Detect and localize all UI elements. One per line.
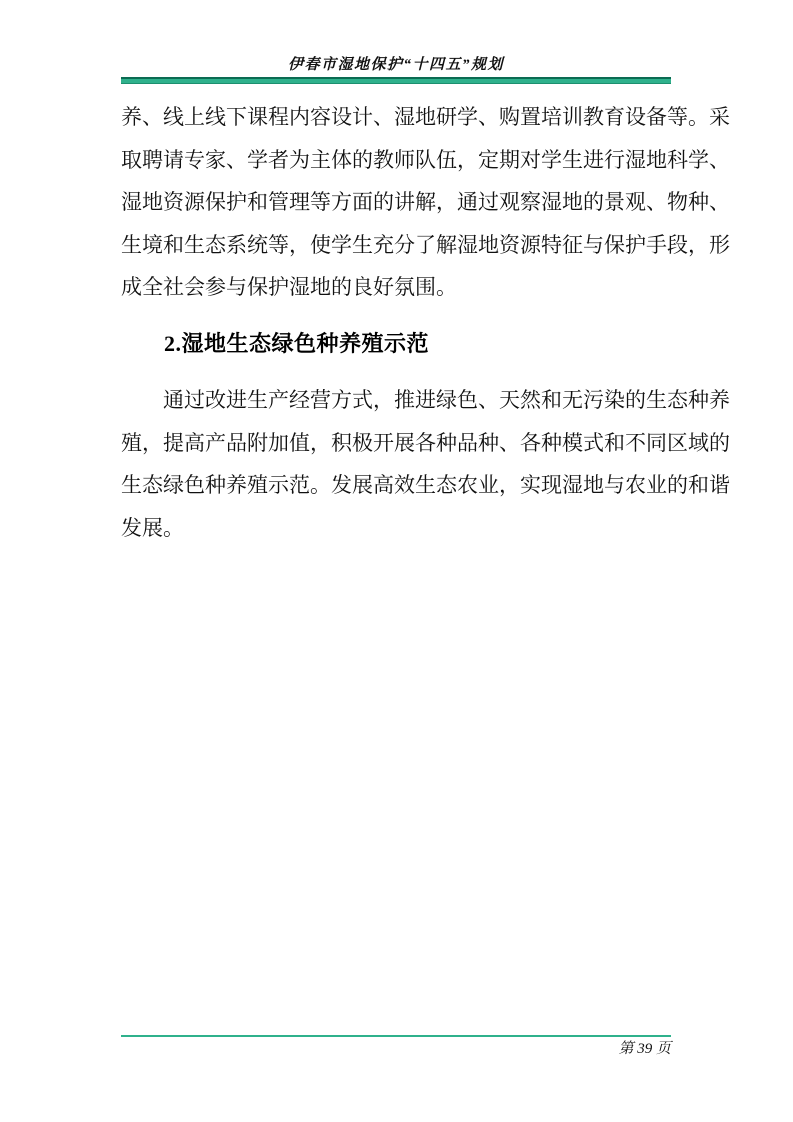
footer-divider-rule xyxy=(121,1035,671,1037)
paragraph-1 xyxy=(121,96,730,309)
document-header-title: 伊春市湿地保护“十四五”规划 xyxy=(287,57,504,73)
text-line: 成全社会参与保护湿地的良好氛围。 xyxy=(121,275,457,299)
header-divider-rule xyxy=(121,77,671,84)
section-heading: 2.湿地生态绿色种养殖示范 xyxy=(164,330,430,356)
page-content xyxy=(121,0,730,549)
paragraph-2 xyxy=(121,379,730,549)
text-line: 取聘请专家、学者为主体的教师队伍，定期对学生进行湿地科学、 xyxy=(121,147,730,172)
text-line: 生态绿色种养殖示范。发展高效生态农业，实现湿地与农业的和谐 xyxy=(121,473,730,497)
text-line: 生境和生态系统等，使学生充分了解湿地资源特征与保护手段，形 xyxy=(121,232,730,257)
text-line: 通过改进生产经营方式，推进绿色、天然和无污染的生态种养 xyxy=(163,388,730,412)
text-line: 湿地资源保护和管理等方面的讲解，通过观察湿地的景观、物种、 xyxy=(121,190,730,214)
page-number: 第 39 页 xyxy=(618,1041,671,1057)
text-line: 养、线上线下课程内容设计、湿地研学、购置培训教育设备等。采 xyxy=(121,105,730,129)
text-line: 殖，提高产品附加值，积极开展各种品种、各种模式和不同区域的 xyxy=(121,430,730,455)
text-line: 发展。 xyxy=(121,515,184,540)
